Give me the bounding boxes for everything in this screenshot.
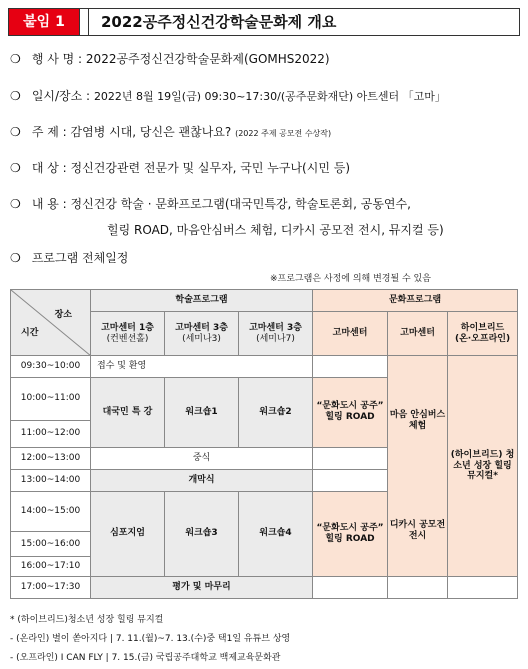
program-label: 프로그램 전체일정 bbox=[31, 251, 129, 265]
time-cell: 10:00~11:00 bbox=[11, 378, 91, 421]
workshop2-cell: 워크숍2 bbox=[239, 378, 313, 448]
col1-name: 고마센터 1층 bbox=[101, 322, 154, 333]
footnote-2: - (온라인) 별이 쏟아지다 | 7. 11.(월)~7. 13.(수)중 택1일 유튜브 상영 bbox=[10, 634, 291, 644]
lunch-cell: 중식 bbox=[91, 447, 313, 469]
footnote-1: * (하이브리드)청소년 성장 힐링 뮤지컬 bbox=[10, 615, 164, 625]
content-value-2: 힐링 ROAD, 마음안심버스 체험, 디카시 공모전 전시, 뮤지컬 등) bbox=[107, 223, 444, 237]
opening-cell: 개막식 bbox=[91, 469, 313, 491]
empty-cell bbox=[388, 577, 448, 599]
col3-name: 고마센터 3층 bbox=[249, 322, 302, 333]
info-name-row bbox=[10, 50, 330, 67]
col2-name: 고마센터 3층 bbox=[175, 322, 228, 333]
theme-value: 감염병 시대, 당신은 괜찮나요? bbox=[70, 125, 232, 139]
workshop4-cell: 워크숍4 bbox=[239, 491, 313, 577]
closing-cell: 평가 및 마무리 bbox=[91, 577, 313, 599]
culture-header: 문화프로그램 bbox=[313, 290, 518, 312]
culture-col5-cell bbox=[388, 356, 448, 577]
time-cell: 11:00~12:00 bbox=[11, 420, 91, 447]
bullet-icon: ❍ bbox=[10, 89, 21, 103]
datetime-value: 2022년 8월 19일(금) 09:30~17:30/(공주문화재단) 아트센터 「고마」 bbox=[93, 90, 446, 103]
col-header-3 bbox=[239, 312, 313, 356]
lecture-cell: 대국민 특 강 bbox=[91, 378, 165, 448]
symposium-cell: 심포지엄 bbox=[91, 491, 165, 577]
col-header-2 bbox=[165, 312, 239, 356]
empty-cell bbox=[313, 447, 388, 469]
target-value: 정신건강관련 전문가 및 실무자, 국민 누구나(시민 등) bbox=[70, 161, 351, 175]
time-cell: 13:00~14:00 bbox=[11, 469, 91, 491]
name-value: 2022공주정신건강학술문화제(GOMHS2022) bbox=[85, 52, 330, 66]
empty-cell bbox=[313, 469, 388, 491]
name-label: 행 사 명 : bbox=[31, 52, 83, 66]
col-header-5: 고마센터 bbox=[388, 312, 448, 356]
col2-sub: (세미나3) bbox=[182, 333, 221, 344]
col-header-6 bbox=[448, 312, 518, 356]
col6-name: 하이브리드 bbox=[460, 322, 505, 333]
time-cell: 12:00~13:00 bbox=[11, 447, 91, 469]
col6-sub: (온·오프라인) bbox=[454, 333, 511, 344]
corner-time-label: 시간 bbox=[21, 328, 39, 339]
bus-cell: 마음 안심버스 체험 bbox=[389, 410, 446, 431]
time-cell: 17:00~17:30 bbox=[11, 577, 91, 599]
info-target-row bbox=[10, 159, 350, 176]
empty-cell bbox=[313, 356, 388, 378]
attachment-badge: 붙임 1 bbox=[9, 9, 79, 35]
bullet-icon: ❍ bbox=[10, 197, 21, 211]
dicasi-cell: 디카시 공모전 전시 bbox=[389, 520, 446, 541]
col-header-4: 고마센터 bbox=[313, 312, 388, 356]
time-cell: 15:00~16:00 bbox=[11, 532, 91, 557]
info-theme-row bbox=[10, 123, 331, 140]
time-cell: 09:30~10:00 bbox=[11, 356, 91, 378]
corner-diagonal bbox=[11, 290, 91, 356]
workshop1-cell: 워크숍1 bbox=[165, 378, 239, 448]
bullet-icon: ❍ bbox=[10, 52, 21, 66]
time-cell: 16:00~17:10 bbox=[11, 557, 91, 577]
info-content-row bbox=[10, 195, 411, 212]
corner-cell bbox=[11, 290, 91, 356]
col1-sub: (컨벤션홀) bbox=[106, 333, 149, 344]
datetime-label: 일시/장소 : bbox=[31, 89, 91, 103]
healing-road-2-cell: “문화도시 공주” 힐링 ROAD bbox=[313, 491, 388, 577]
page-title: 2022공주정신건강학술문화제 개요 bbox=[101, 13, 337, 31]
empty-cell bbox=[448, 577, 518, 599]
col-header-1 bbox=[91, 312, 165, 356]
empty-cell bbox=[313, 577, 388, 599]
theme-note: (2022 주제 공모전 수상작) bbox=[235, 129, 332, 138]
healing-road-1-cell: “문화도시 공주” 힐링 ROAD bbox=[313, 378, 388, 448]
time-cell: 14:00~15:00 bbox=[11, 491, 91, 532]
workshop3-cell: 워크숍3 bbox=[165, 491, 239, 577]
info-datetime-row bbox=[10, 87, 446, 104]
corner-place-label: 장소 bbox=[54, 310, 72, 320]
bullet-icon: ❍ bbox=[10, 161, 21, 175]
academic-header: 학술프로그램 bbox=[91, 290, 313, 312]
info-program-row bbox=[10, 249, 128, 266]
schedule-note: ※프로그램은 사정에 의해 변경될 수 있음 bbox=[270, 274, 431, 284]
musical-cell: (하이브리드) 청소년 성장 힐링 뮤지컬* bbox=[448, 356, 518, 577]
theme-label: 주 제 : bbox=[31, 125, 67, 139]
col3-sub: (세미나7) bbox=[256, 333, 295, 344]
bullet-icon: ❍ bbox=[10, 125, 21, 139]
content-value-1: 정신건강 학술 · 문화프로그램(대국민특강, 학술토론회, 공동연수, bbox=[70, 197, 411, 211]
target-label: 대 상 : bbox=[31, 161, 67, 175]
content-label: 내 용 : bbox=[31, 197, 67, 211]
footnote-3: - (오프라인) I CAN FLY | 7. 15.(금) 국립공주대학교 백제교육문화관 bbox=[10, 653, 281, 663]
reception-cell: 접수 및 환영 bbox=[91, 356, 313, 378]
schedule-table bbox=[10, 289, 518, 599]
bullet-icon: ❍ bbox=[10, 251, 21, 265]
badge-divider bbox=[79, 9, 89, 35]
title-box bbox=[8, 8, 520, 36]
